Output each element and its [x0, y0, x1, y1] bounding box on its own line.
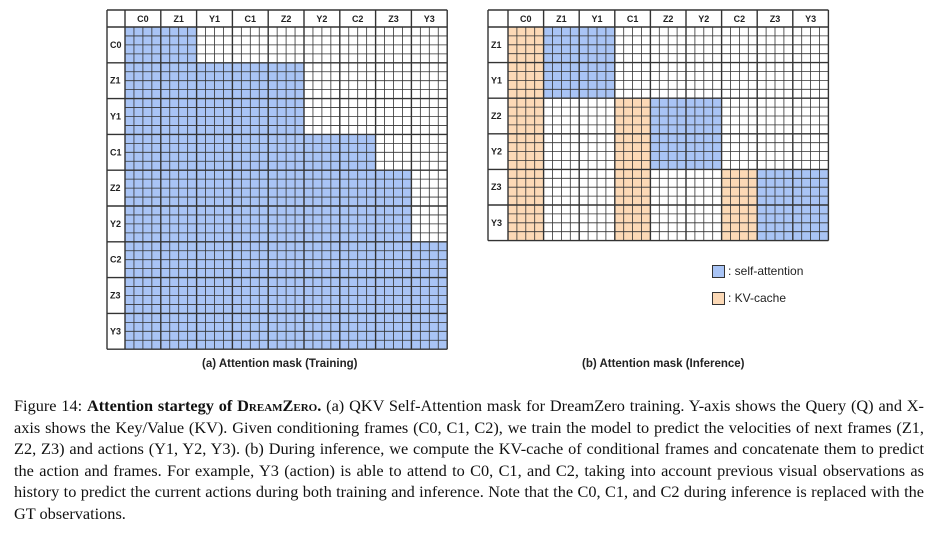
caption-body: (a) QKV Self-Attention mask for DreamZero training. Y-axis shows the Query (Q) and X-axis shows the Key/Value (KV). Given conditioning frames (C0, C1, C2), we train the model to predict the velocities of next frames (Z1, Z2, Z3) and actions (Y1, Y2, Y3). (b) During inference, we compute the KV-cache of conditional frames and concatenate them to predict the action and frames. For example, Y3 (action) is able to attend to C0, C1, and C2, taking into account previous visual observations as history to predict the current actions during both training and inference. Note that the C0, C1, and C2 during inference is replaced with the GT observations. [14, 396, 924, 523]
training-attention-mask [0, 0, 460, 360]
kv-cache-swatch [712, 292, 725, 305]
column-label: C1 [244, 14, 257, 24]
column-label: Y3 [805, 14, 817, 24]
row-label: C1 [110, 147, 122, 158]
dreamzero-name: DreamZero. [237, 396, 322, 415]
row-label: Y2 [110, 218, 122, 229]
column-label: C2 [351, 14, 364, 24]
column-label: C0 [137, 14, 149, 24]
legend-kv-cache [712, 291, 786, 305]
legend-self-attention [712, 264, 803, 278]
row-label: Y1 [491, 75, 503, 86]
row-label: Y1 [110, 111, 122, 122]
figure-label: Figure 14: [14, 396, 87, 415]
column-label: Y3 [423, 14, 435, 24]
row-label: Y2 [491, 146, 503, 157]
row-label: Y3 [110, 326, 122, 337]
self-attention-swatch [712, 265, 725, 278]
figure-caption [14, 395, 924, 525]
column-label: C1 [626, 14, 639, 24]
column-label: Z3 [769, 14, 781, 24]
column-label: C2 [733, 14, 746, 24]
column-label: Z3 [388, 14, 399, 24]
row-label: Z1 [491, 39, 502, 50]
row-label: Z1 [110, 75, 121, 86]
row-label: Z3 [110, 290, 121, 301]
legend-self-attention-label: : self-attention [728, 264, 804, 278]
column-label: Z1 [173, 14, 184, 24]
inference-panel-caption: (b) Attention mask (Inference) [582, 358, 745, 370]
column-label: Y2 [316, 14, 328, 24]
inference-attention-mask [470, 0, 930, 260]
row-label: C0 [110, 39, 122, 50]
column-label: Y1 [208, 14, 221, 24]
row-label: Y3 [491, 217, 503, 228]
row-label: Z2 [491, 111, 502, 121]
column-label: Y1 [591, 14, 603, 24]
column-label: Z2 [280, 14, 292, 24]
legend-kv-cache-label: : KV-cache [728, 291, 787, 305]
caption-title: Attention startegy of DreamZero. [87, 396, 322, 415]
training-panel-caption: (a) Attention mask (Training) [202, 358, 358, 370]
column-label: Z2 [662, 14, 674, 24]
row-label: Z3 [491, 182, 502, 193]
row-label: C2 [110, 254, 122, 265]
column-label: C0 [520, 14, 532, 24]
column-label: Z1 [556, 14, 567, 24]
row-label: Z2 [110, 183, 121, 194]
column-label: Y2 [698, 14, 710, 24]
